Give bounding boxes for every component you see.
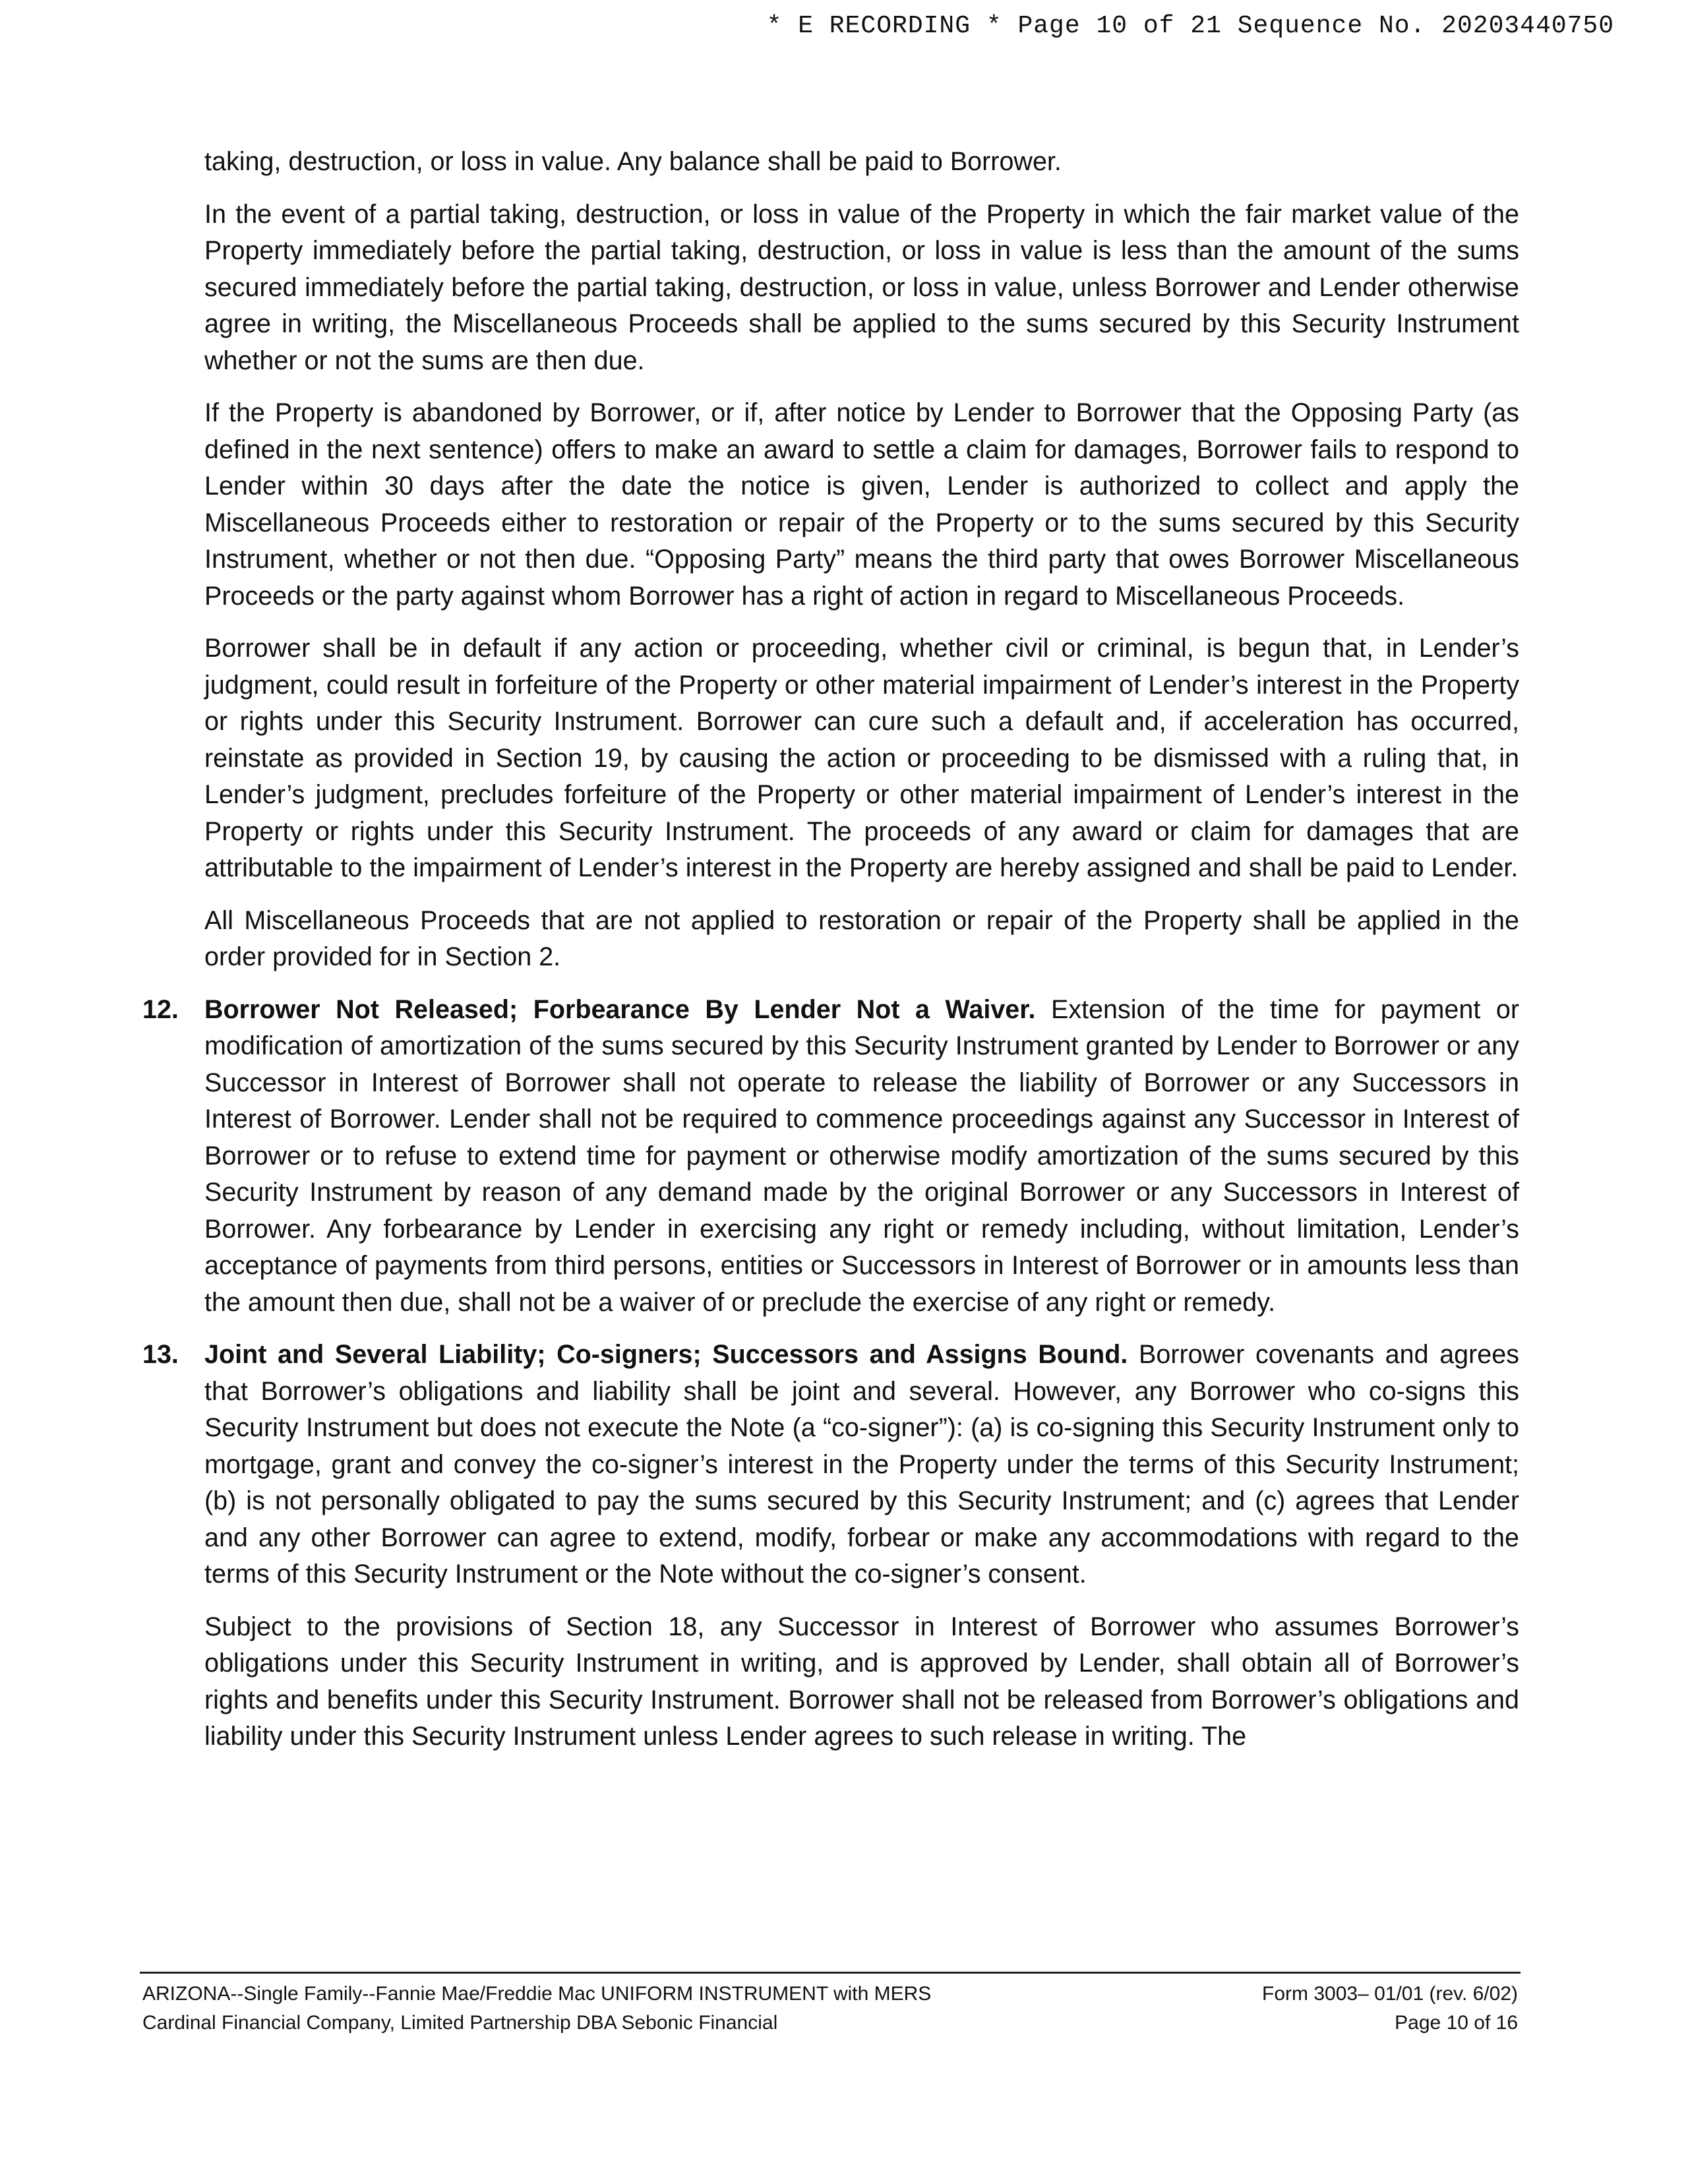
section-12-number: 12. (142, 994, 179, 1024)
footer-instrument-name: ARIZONA--Single Family--Fannie Mae/Freddie Mac UNIFORM INSTRUMENT with MERS (142, 1983, 932, 2005)
section-13-text: Borrower covenants and agrees that Borrower’s obligations and liability shall be joint and several. However, any Borrower who co-signs this Security Instrument but does not execute the Note (a “co-signer”): (a) is co-signing this Security Instrument only to mortgage, grant and convey the co-signer’s interest in the Property under the terms of this Security Instrument; (b) is not personally obligated to pay the sums secured by this Security Instrument; and (c) agrees that Lender and any other Borrower can agree to extend, modify, forbear or make any accommodations with regard to the terms of this Security Instrument or the Note without the co-signer’s consent. (204, 1340, 1519, 1589)
paragraph-default-proceeding: Borrower shall be in default if any action or proceeding, whether civil or criminal, is begun that, in Lender’s judgment, could result in forfeiture of the Property or other material impairment of Lender’s interest in the Property or rights under this Security Instrument. Borrower can cure such a default and, if acceleration has occurred, reinstate as provided in Section 19, by causing the action or proceeding to be dismissed with a ruling that, in Lender’s judgment, precludes forfeiture of the Property or other material impairment of Lender’s interest in the Property or rights under this Security Instrument. The proceeds of any award or claim for damages that are attributable to the impairment of Lender’s interest in the Property are hereby assigned and shall be paid to Lender. (204, 634, 1519, 882)
footer-form-number: Form 3003– 01/01 (rev. 6/02) (1262, 1983, 1518, 2005)
footer-left (142, 1980, 931, 2038)
footer-page-number: Page 10 of 16 (1395, 2012, 1518, 2034)
section-12 (132, 992, 1519, 1321)
paragraph-abandoned-property: If the Property is abandoned by Borrower, or if, after notice by Lender to Borrower that the Opposing Party (as defined in the next sentence) offers to make an award to settle a claim for damages, Borrower fails to respond to Lender within 30 days after the date the notice is given, Lender is authorized to collect and apply the Miscellaneous Proceeds either to restoration or repair of the Property or to the sums secured by this Security Instrument, whether or not then due. “Opposing Party” means the third party that owes Borrower Miscellaneous Proceeds or the party against whom Borrower has a right of action in regard to Miscellaneous Proceeds. (204, 398, 1519, 611)
footer-right (1262, 1980, 1518, 2038)
paragraph-successor-interest: Subject to the provisions of Section 18, any Successor in Interest of Borrower who assumes Borrower’s obligations under this Security Instrument in writing, and is approved by Lender, shall obtain all of Borrower’s rights and benefits under this Security Instrument. Borrower shall not be released from Borrower’s obligations and liability under this Security Instrument unless Lender agrees to such release in writing. The (204, 1612, 1519, 1751)
footer-divider (140, 1972, 1521, 1974)
recording-header: * E RECORDING * Page 10 of 21 Sequence No. 20203440750 (766, 12, 1614, 40)
section-13-title: Joint and Several Liability; Co-signers; Successors and Assigns Bound. (204, 1340, 1128, 1369)
section-12-title: Borrower Not Released; Forbearance By Lender Not a Waiver. (204, 994, 1036, 1024)
section-12-text: Extension of the time for payment or modification of amortization of the sums secured by this Security Instrument granted by Lender to Borrower or any Successor in Interest of Borrower shall not operate to release the liability of Borrower or any Successors in Interest of Borrower. Lender shall not be required to commence proceedings against any Successor in Interest of Borrower or to refuse to extend time for payment or otherwise modify amortization of the sums secured by this Security Instrument by reason of any demand made by the original Borrower or any Successors in Interest of Borrower. Any forbearance by Lender in exercising any right or remedy including, without limitation, Lender’s acceptance of payments from third persons, entities or Successors in Interest of Borrower or in amounts less than the amount then due, shall not be a waiver of or preclude the exercise of any right or remedy. (204, 994, 1520, 1317)
paragraph-misc-proceeds-order: All Miscellaneous Proceeds that are not applied to restoration or repair of the Property shall be applied in the order provided for in Section 2. (204, 905, 1519, 971)
document-body (132, 144, 1519, 1771)
paragraph-partial-taking: In the event of a partial taking, destruction, or loss in value of the Property in which the fair market value of the Property immediately before the partial taking, destruction, or loss in value is less than the amount of the sums secured immediately before the partial taking, destruction, or loss in value, unless Borrower and Lender otherwise agree in writing, the Miscellaneous Proceeds shall be applied to the sums secured by this Security Instrument whether or not the sums are then due. (204, 199, 1519, 375)
footer-lender-name: Cardinal Financial Company, Limited Partnership DBA Sebonic Financial (142, 2012, 778, 2034)
section-13 (132, 1337, 1519, 1593)
section-13-number: 13. (142, 1340, 179, 1369)
paragraph-balance: taking, destruction, or loss in value. Any balance shall be paid to Borrower. (204, 147, 1062, 176)
